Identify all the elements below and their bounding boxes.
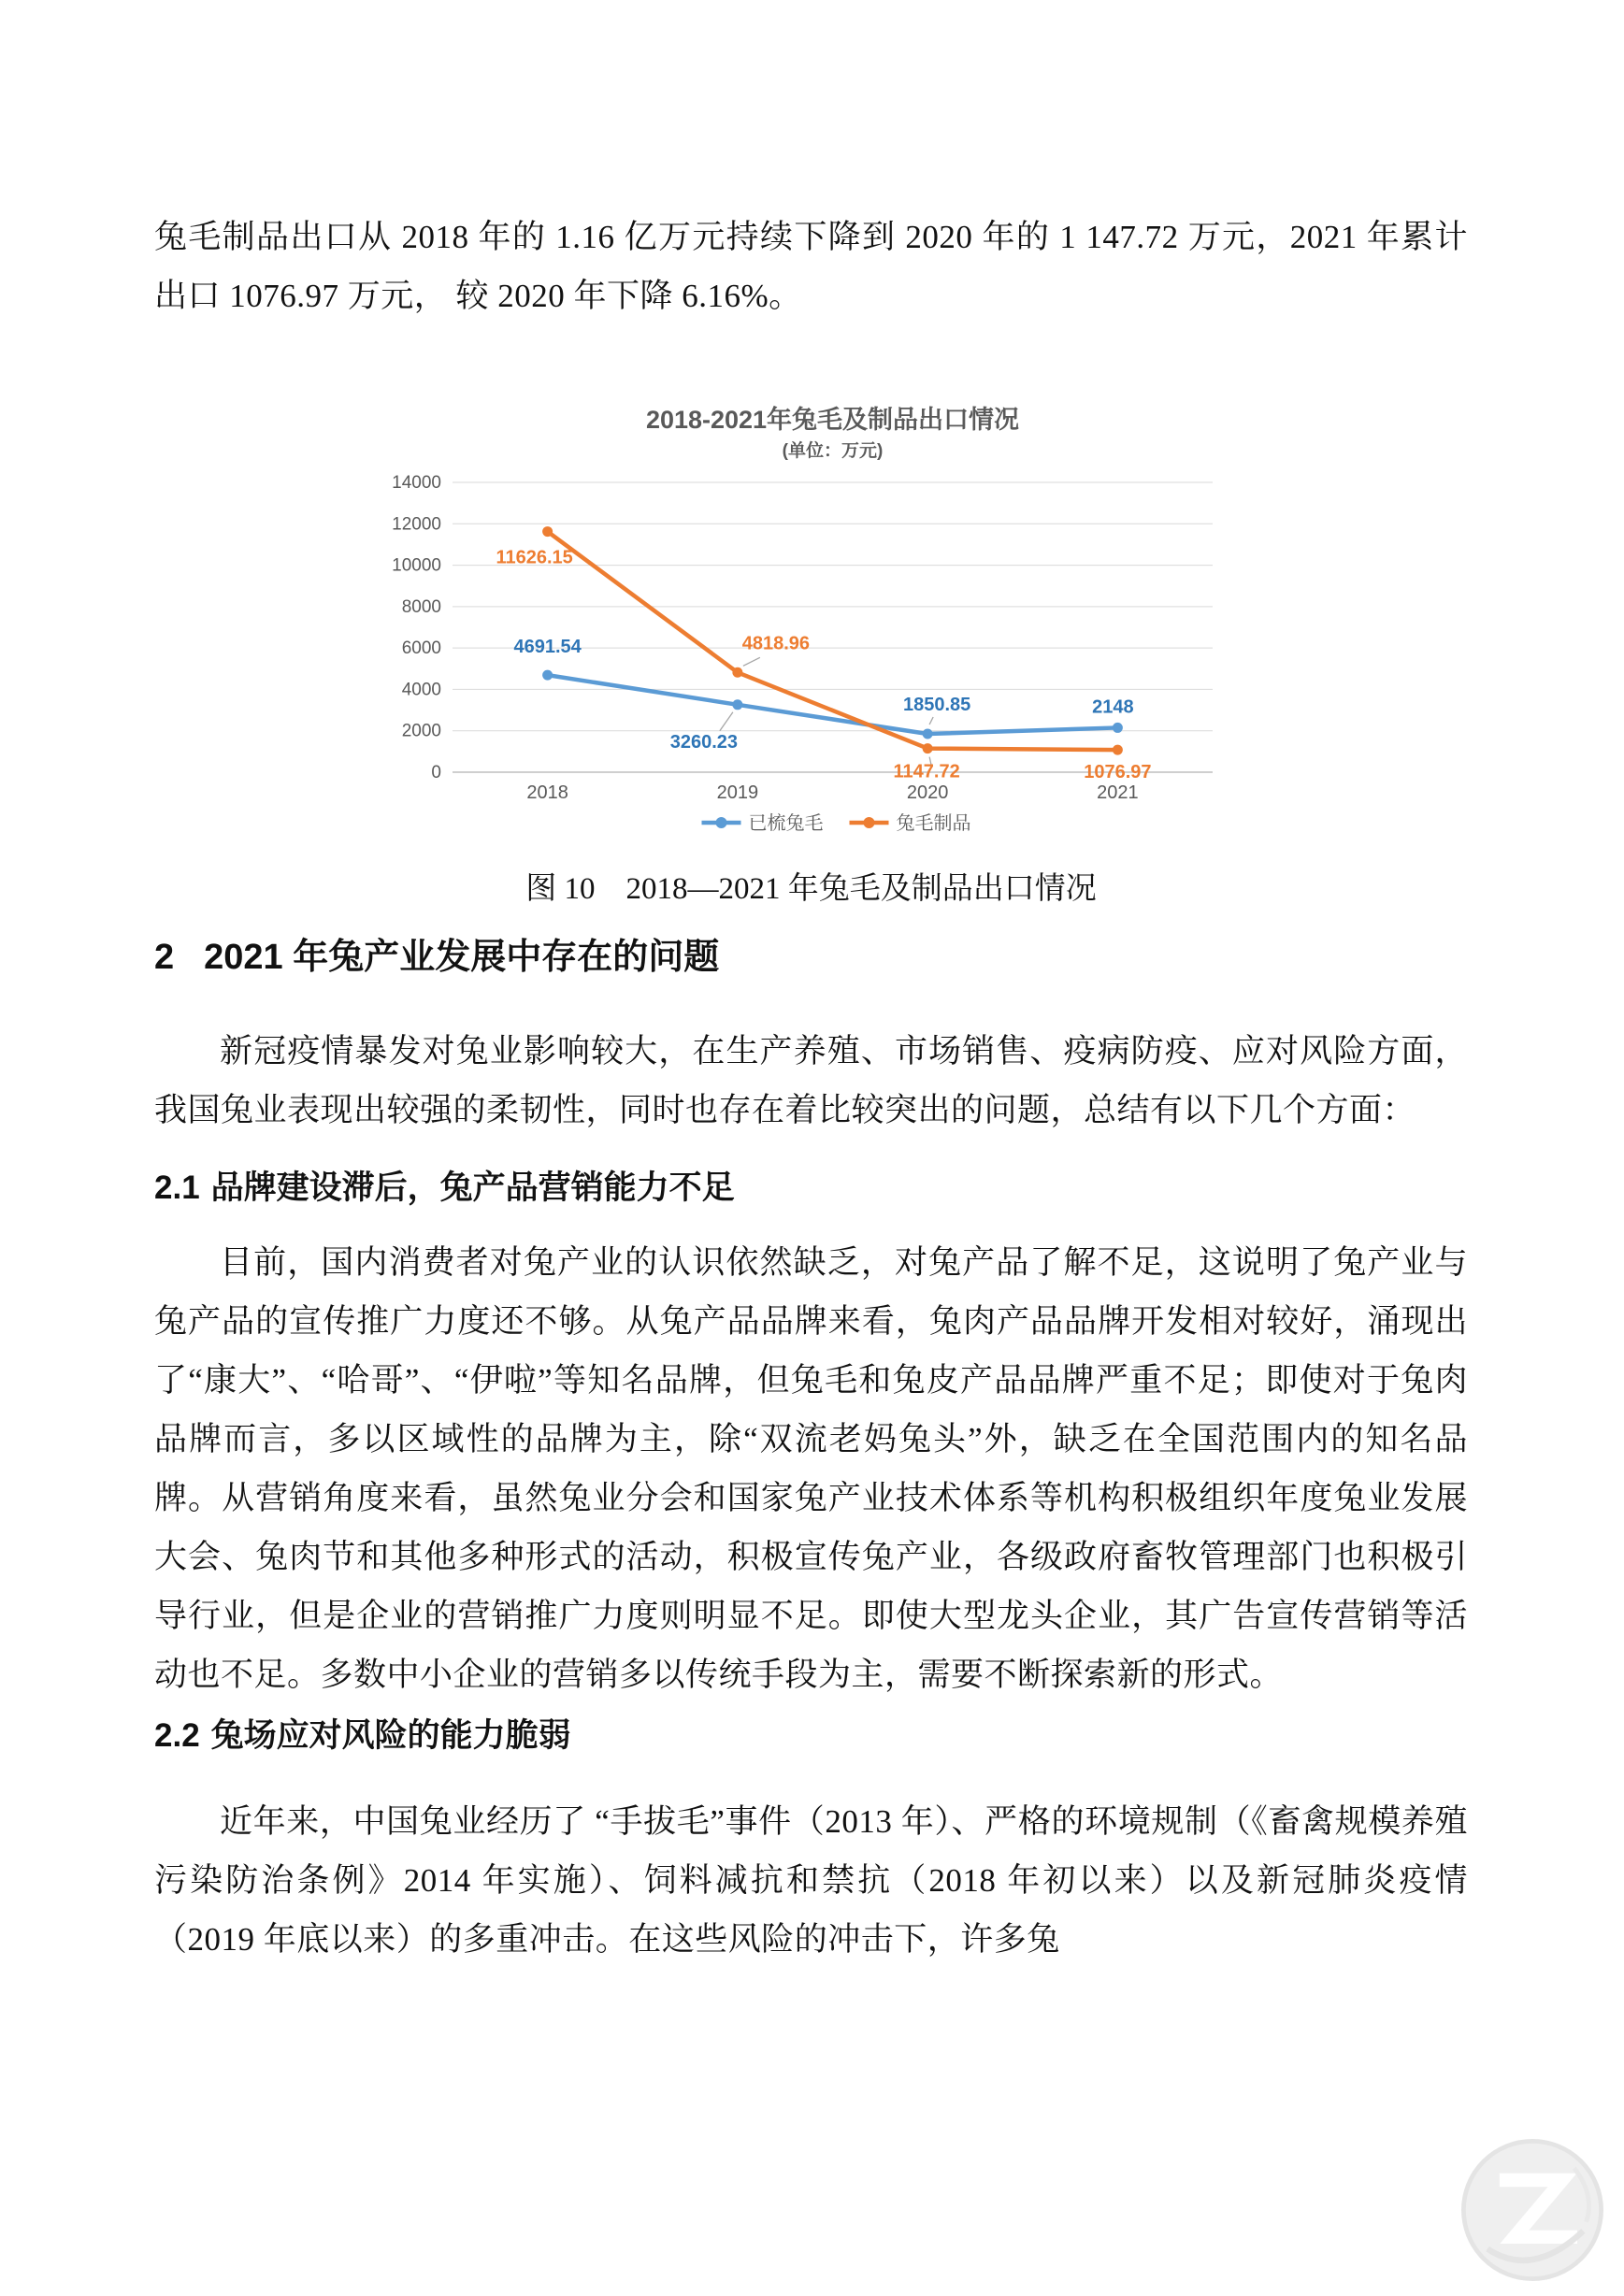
figure-caption: 图 10 2018—2021 年兔毛及制品出口情况 [525,872,1097,906]
data-label: 2148 [1092,696,1134,718]
x-axis-tick-label: 2020 [906,782,949,803]
data-label: 3260.23 [669,731,739,753]
x-axis-tick-label: 2018 [526,782,568,803]
data-point [923,729,933,739]
y-axis-tick-label: 8000 [401,596,441,617]
x-axis-tick-label: 2021 [1097,782,1139,803]
section-2-number: 2 [154,938,175,977]
series-line-0 [548,675,1118,734]
data-point [542,670,553,681]
data-point [732,699,742,710]
y-axis-tick-label: 14000 [392,473,441,493]
data-label: 4818.96 [741,633,811,654]
data-point [732,667,742,678]
legend-label: 兔毛制品 [896,813,971,834]
y-axis-tick-label: 0 [431,763,441,782]
data-point [1113,723,1123,733]
y-axis-tick-label: 4000 [401,680,441,700]
data-label: 4691.54 [513,637,582,658]
section-2-1-heading [154,1166,1468,1211]
section-2-2-heading [154,1714,1468,1758]
data-point [923,743,933,753]
x-axis-tick-label: 2019 [716,782,759,803]
paragraph-section2-intro: 新冠疫情暴发对兔业影响较大，在生产养殖、市场销售、疫病防疫、应对风险方面，我国兔业表现出较强的柔韧性，同时也存在着比较突出的问题，总结有以下几个方面： [154,1033,1468,1128]
data-label-leader [929,717,933,725]
section-2-title: 2021 年兔产业发展中存在的问题 [204,938,720,977]
y-axis-tick-label: 2000 [401,721,441,741]
y-axis-tick-label: 10000 [392,555,441,576]
data-point [542,526,553,537]
data-label: 1076.97 [1084,762,1152,783]
watermark-logo [1458,2135,1607,2285]
legend-marker [864,817,875,828]
section-2-2-title: 兔场应对风险的能力脆弱 [210,1717,571,1754]
section-2-1-title: 品牌建设滞后，兔产品营销能力不足 [210,1170,735,1206]
data-label: 1147.72 [893,761,960,782]
legend-marker [716,817,727,828]
series-line-1 [548,532,1118,751]
paragraph-export-summary: 兔毛制品出口从 2018 年的 1.16 亿万元持续下降到 2020 年的 1 147.72 万元，2021 年累计出口 1076.97 万元， 较 2020 年下降 6.16%。 [154,219,1468,314]
line-chart [365,400,1262,858]
y-axis-tick-label: 12000 [392,514,441,535]
data-label: 1850.85 [902,695,971,716]
section-2-2-number: 2.2 [154,1717,200,1754]
section-2-heading [154,935,1468,980]
y-axis-tick-label: 6000 [401,639,441,659]
chart-subtitle: (单位：万元) [782,441,884,461]
export-line-chart-figure [365,400,1262,854]
data-label: 11626.15 [496,547,573,568]
paragraph-section2-2-body: 近年来，中国兔业经历了 “手拔毛”事件（2013 年）、严格的环境规制（《畜禽规模养殖污染防治条例》2014 年实施）、饲料减抗和禁抗（2018 年初以来）以及新冠肺炎疫情（2019 年底以来）的多重冲击。在这些风险的冲击下，许多兔 [154,1803,1468,1958]
line-chart-svg [365,400,1262,854]
legend-label: 已梳兔毛 [748,813,824,834]
paragraph-section2-1-body: 目前，国内消费者对兔产业的认识依然缺乏，对兔产品了解不足，这说明了兔产业与兔产品的宣传推广力度还不够。从兔产品品牌来看，兔肉产品品牌开发相对较好，涌现出了“康大”、“哈哥”、“伊啦”等知名品牌，但兔毛和兔皮产品品牌严重不足；即使对于兔肉品牌而言，多以区域性的品牌为主，除“双流老妈兔头”外，缺乏在全国范围内的知名品牌。从营销角度来看，虽然兔业分会和国家兔产业技术体系等机构积极组织年度兔业发展大会、兔肉节和其他多种形式的活动，积极宣传兔产业，各级政府畜牧管理部门也积极引导行业，但是企业的营销推广力度则明显不足。即使大型龙头企业，其广告宣传营销等活动也不足。多数中小企业的营销多以传统手段为主，需要不断探索新的形式。 [154,1244,1468,1693]
section-2-1-number: 2.1 [154,1170,200,1206]
data-label-leader [743,657,760,666]
chart-title: 2018-2021年兔毛及制品出口情况 [645,406,1020,434]
data-point [1113,745,1123,755]
data-label-leader [720,712,733,731]
